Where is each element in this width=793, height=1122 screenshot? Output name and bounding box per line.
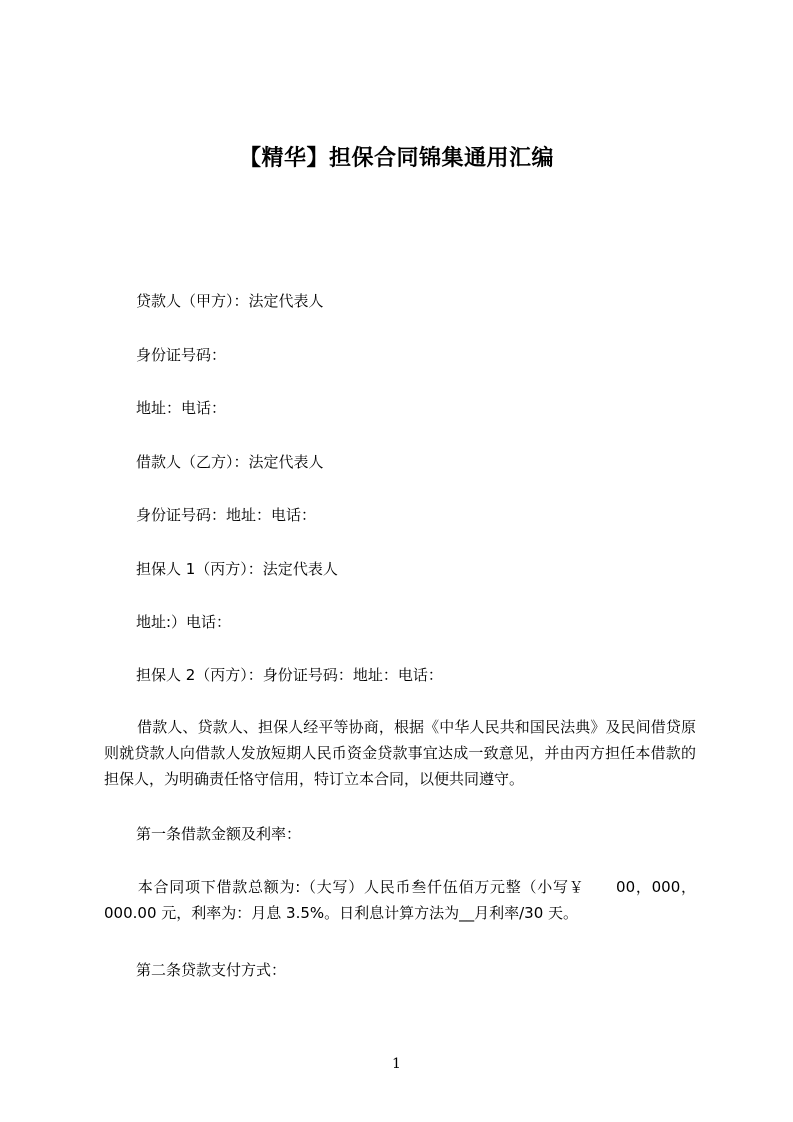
article1-heading: 第一条借款金额及利率： bbox=[136, 825, 302, 843]
preamble-paragraph bbox=[104, 714, 696, 792]
article2-heading: 第二条贷款支付方式： bbox=[136, 961, 287, 979]
guarantor1-address-line: 地址:）电话： bbox=[136, 613, 232, 631]
guarantor1-line: 担保人 1（丙方）：法定代表人 bbox=[136, 560, 338, 578]
preamble-text: 借款人、贷款人、担保人经平等协商，根据《中华人民共和国民法典》及民间借贷原则就贷款人向借款人发放短期人民币资金贷款事宜达成一致意见，并由丙方担任本借款的担保人，为明确责任恪守信用，特订立本合同，以便共同遵守。 bbox=[104, 718, 696, 788]
borrower-id-line: 身份证号码：地址：电话： bbox=[136, 506, 317, 524]
lender-line: 贷款人（甲方）：法定代表人 bbox=[136, 292, 324, 310]
document-title: 【精华】担保合同锦集通用汇编 bbox=[238, 146, 554, 171]
borrower-line: 借款人（乙方）：法定代表人 bbox=[136, 453, 324, 471]
page-number: 1 bbox=[392, 1056, 401, 1072]
lender-address-line: 地址：电话： bbox=[136, 399, 227, 417]
article1-paragraph bbox=[104, 874, 696, 926]
lender-id-line: 身份证号码： bbox=[136, 346, 227, 364]
article1-text: 本合同项下借款总额为:（大写）人民币叁仟伍佰万元整（小写￥ 00，000，000.00 元，利率为：月息 3.5%。日利息计算方法为__月利率/30 天。 bbox=[104, 878, 696, 922]
guarantor2-line: 担保人 2（丙方）：身份证号码：地址：电话： bbox=[136, 666, 443, 684]
